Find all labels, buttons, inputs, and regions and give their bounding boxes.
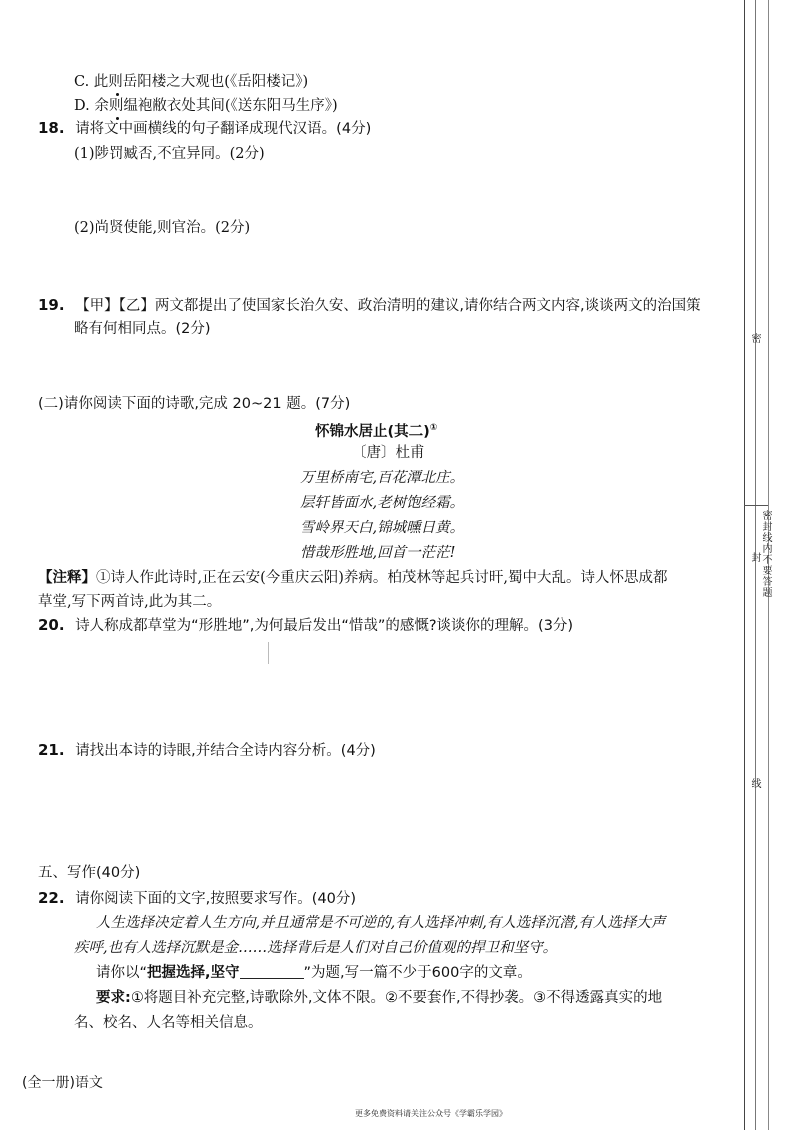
title-blank-line (240, 964, 304, 979)
q18-number: 18. (38, 119, 65, 137)
q18-sub2: (2)尚贤使能,则官治。(2分) (74, 220, 251, 236)
req-line2: 名、校名、人名等相关信息。 (74, 1015, 263, 1031)
margin-mark-mid: 封 (749, 552, 760, 563)
scan-mark (268, 642, 269, 664)
poem-author: 〔唐〕杜甫 (352, 445, 425, 461)
q19-line2: 略有何相同点。(2分) (74, 321, 211, 337)
poem-title-text: 怀锦水居止(其二) (315, 423, 430, 440)
q17-option-d: D. 余则缊袍敝衣处其间(《送东阳马生序》) (74, 98, 338, 114)
note-line1: ①诗人作此诗时,正在云安(今重庆云阳)养病。柏茂林等起兵讨旰,蜀中大乱。诗人怀思成都 (96, 570, 668, 586)
note-line2: 草堂,写下两首诗,此为其二。 (38, 594, 222, 610)
q17-option-c: C. 此则岳阳楼之大观也(《岳阳楼记》) (74, 74, 309, 90)
q22-text: 请你阅读下面的文字,按照要求写作。(40分) (75, 891, 357, 907)
margin-mark-top: 密 (749, 333, 760, 344)
poem-note (38, 568, 668, 588)
q19-line1: 【甲】【乙】两文都提出了使国家长治久安、政治清明的建议,请你结合两文内容,谈谈两文的治国策 (75, 298, 701, 314)
poem-line-4: 惜哉形胜地,回首一茫茫! (300, 545, 456, 561)
margin-seal-text: 密封线内不要答题 (760, 510, 771, 598)
q22-requirements (96, 988, 662, 1008)
footer-notice: 更多免费资料请关注公众号《学霸乐学园》 (355, 1109, 507, 1118)
q19-number: 19. (38, 296, 65, 314)
poem-note-mark: ① (429, 423, 438, 433)
poem-line-2: 层轩皆面水,老树饱经霜。 (300, 495, 465, 511)
margin-tick (744, 505, 768, 506)
q18-text: 请将文中画横线的句子翻译成现代汉语。(4分) (75, 121, 372, 137)
q22-para2 (96, 963, 532, 983)
q22-para1-line1: 人生选择决定着人生方向,并且通常是不可逆的,有人选择冲刺,有人选择沉潜,有人选择大声 (96, 915, 666, 931)
q20-question (38, 615, 573, 636)
q21-text: 请找出本诗的诗眼,并结合全诗内容分析。(4分) (75, 743, 376, 759)
req-line1: ①将题目补充完整,诗歌除外,文体不限。②不要套作,不得抄袭。③不得透露真实的地 (130, 990, 663, 1006)
margin-mark-bottom: 线 (749, 778, 760, 789)
q20-number: 20. (38, 616, 65, 634)
section2-header: (二)请你阅读下面的诗歌,完成 20~21 题。(7分) (38, 396, 351, 412)
q22-question (38, 888, 356, 909)
q22-para2-pre: 请你以“ (96, 965, 148, 981)
q20-text: 诗人称成都草堂为“形胜地”,为何最后发出“惜哉”的感慨?谈谈你的理解。(3分) (75, 618, 574, 634)
poem-line-1: 万里桥南宅,百花潭北庄。 (300, 470, 465, 486)
q21-number: 21. (38, 741, 65, 759)
req-label: 要求: (96, 990, 131, 1006)
q22-para1-line2: 疾呼,也有人选择沉默是金……选择背后是人们对自己价值观的捍卫和坚守。 (74, 940, 558, 956)
poem-title (315, 418, 437, 442)
margin-line-2 (755, 0, 756, 1130)
q22-number: 22. (38, 889, 65, 907)
q19-question (38, 295, 701, 316)
poem-line-3: 雪岭界天白,锦城曛日黄。 (300, 520, 465, 536)
footer-subject: (全一册)语文 (22, 1075, 103, 1091)
q18-sub1: (1)陟罚臧否,不宜异同。(2分) (74, 146, 265, 162)
q18-question (38, 118, 371, 139)
margin-line-1 (744, 0, 745, 1130)
note-label: 【注释】 (38, 570, 96, 586)
q22-para2-post: ”为题,写一篇不少于600字的文章。 (303, 965, 532, 981)
q22-para2-title: 把握选择,坚守 (147, 965, 240, 981)
section5-header: 五、写作(40分) (38, 865, 141, 881)
q21-question (38, 740, 376, 761)
